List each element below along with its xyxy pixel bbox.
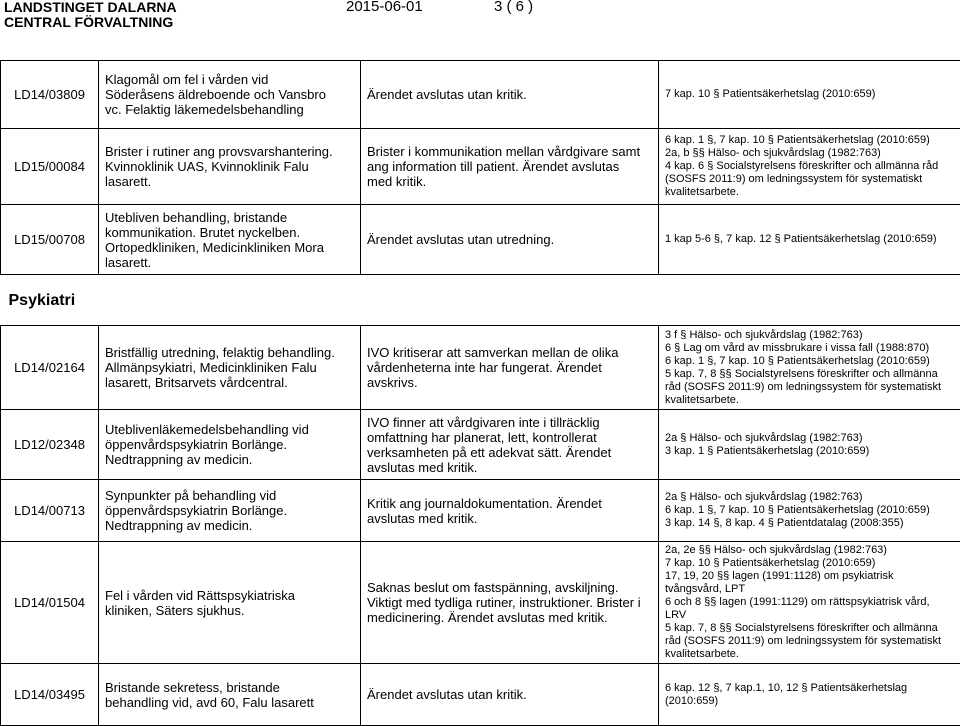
complaint-text [99,664,361,726]
complaint-text-line: vc. Felaktig läkemedelsbehandling [105,102,354,117]
law-reference-line: råd (SOSFS 2011:9) om ledningssystem för systematiskt [665,635,954,648]
decision-text-line: omfattning har planerat, lett, kontrollerat [367,430,652,445]
complaint-text-line: kliniken, Säters sjukhus. [105,603,354,618]
decision-text-line: vårdenheterna inte har fungerat. Ärendet [367,360,652,375]
law-reference-line: 6 och 8 §§ lagen (1991:1129) om rättspsykiatrisk vård, [665,596,954,609]
org-line-1: LANDSTINGET DALARNA [4,0,177,15]
table-row [1,61,960,129]
decision-text [361,326,659,410]
law-reference-line: 5 kap. 7, 8 §§ Socialstyrelsens föreskrifter och allmänna [665,622,954,635]
decision-text [361,664,659,726]
law-reference [659,326,960,410]
decision-text-line: Kritik ang journaldokumentation. Ärendet [367,496,652,511]
document-date: 2015-06-01 [346,0,423,15]
complaint-text [99,480,361,542]
complaint-text [99,205,361,275]
case-id: LD14/01504 [1,542,99,664]
law-reference-line: 6 kap. 1 §, 7 kap. 10 § Patientsäkerhetslag (2010:659) [665,504,954,517]
law-reference-line: 7 kap. 10 § Patientsäkerhetslag (2010:659) [665,557,954,570]
case-id: LD15/00708 [1,205,99,275]
case-id: LD14/03809 [1,61,99,129]
law-reference-line: 2a § Hälso- och sjukvårdslag (1982:763) [665,432,954,445]
law-reference [659,664,960,726]
decision-text [361,205,659,275]
decision-text-line: Brister i kommunikation mellan vårdgivare samt [367,144,652,159]
law-reference-line: 2a § Hälso- och sjukvårdslag (1982:763) [665,491,954,504]
section-row [1,275,960,326]
law-reference-line: 5 kap. 7, 8 §§ Socialstyrelsens föreskrifter och allmänna [665,368,954,381]
law-reference-line: 3 kap. 14 §, 8 kap. 4 § Patientdatalag (2008:355) [665,517,954,530]
complaint-text [99,542,361,664]
complaint-text-line: Fel i vården vid Rättspsykiatriska [105,588,354,603]
case-id: LD14/02164 [1,326,99,410]
complaint-text-line: öppenvårdspsykiatrin Borlänge. [105,437,354,452]
complaint-text-line: Kvinnoklinik UAS, Kvinnoklinik Falu [105,159,354,174]
complaint-text-line: Klagomål om fel i vården vid [105,72,354,87]
complaint-text-line: öppenvårdspsykiatrin Borlänge. [105,503,354,518]
organization-name [4,0,177,30]
section-title: Psykiatri [1,275,960,326]
law-reference-line: LRV [665,609,954,622]
decision-text-line: ang information till patient. Ärendet avslutas [367,159,652,174]
complaint-text-line: kommunikation. Brutet nyckelben. [105,225,354,240]
decision-text-line: Ärendet avslutas utan utredning. [367,232,652,247]
law-reference-line: kvalitetsarbete. [665,186,954,199]
case-id: LD14/00713 [1,480,99,542]
decision-text-line: avslutas med kritik. [367,511,652,526]
table-row [1,410,960,480]
law-reference-line: 3 f § Hälso- och sjukvårdslag (1982:763) [665,329,954,342]
law-reference [659,205,960,275]
law-reference-line: 1 kap 5-6 §, 7 kap. 12 § Patientsäkerhetslag (2010:659) [665,233,954,246]
table-row [1,205,960,275]
complaint-text-line: Uteblivenläkemedelsbehandling vid [105,422,354,437]
case-id: LD15/00084 [1,129,99,205]
decision-text-line: Ärendet avslutas utan kritik. [367,687,652,702]
complaint-text-line: Ortopedkliniken, Medicinkliniken Mora [105,240,354,255]
law-reference-line: 6 kap. 1 §, 7 kap. 10 § Patientsäkerhetslag (2010:659) [665,355,954,368]
law-reference-line: råd (SOSFS 2011:9) om ledningssystem för systematiskt [665,381,954,394]
case-id: LD12/02348 [1,410,99,480]
complaint-text-line: Utebliven behandling, bristande [105,210,354,225]
decision-text [361,61,659,129]
law-reference-line: 7 kap. 10 § Patientsäkerhetslag (2010:659) [665,88,954,101]
table-row [1,326,960,410]
case-table [0,60,960,726]
law-reference-line: 2a, 2e §§ Hälso- och sjukvårdslag (1982:763) [665,544,954,557]
decision-text-line: Ärendet avslutas utan kritik. [367,87,652,102]
law-reference-line: 6 kap. 1 §, 7 kap. 10 § Patientsäkerhetslag (2010:659) [665,134,954,147]
complaint-text-line: Nedtrappning av medicin. [105,452,354,467]
law-reference-line: (2010:659) [665,695,954,708]
decision-text-line: avskrivs. [367,375,652,390]
complaint-text [99,410,361,480]
law-reference-line: 6 kap. 12 §, 7 kap.1, 10, 12 § Patientsäkerhetslag [665,682,954,695]
table-row [1,129,960,205]
decision-text [361,410,659,480]
law-reference-line: 6 § Lag om vård av missbrukare i vissa fall (1988:870) [665,342,954,355]
decision-text-line: Viktigt med tydliga rutiner, instruktioner. Brister i [367,595,652,610]
complaint-text-line: Synpunkter på behandling vid [105,488,354,503]
complaint-text-line: lasarett. [105,174,354,189]
law-reference [659,61,960,129]
complaint-text [99,61,361,129]
decision-text-line: IVO finner att vårdgivaren inte i tillräcklig [367,415,652,430]
law-reference [659,480,960,542]
complaint-text [99,326,361,410]
decision-text-line: medicinering. Ärendet avslutas med kritik. [367,610,652,625]
law-reference-line: (SOSFS 2011:9) om ledningssystem för systematiskt [665,173,954,186]
law-reference-line: 17, 19, 20 §§ lagen (1991:1128) om psykiatrisk [665,570,954,583]
table-row [1,542,960,664]
complaint-text-line: behandling vid, avd 60, Falu lasarett [105,695,354,710]
table-row [1,480,960,542]
case-id: LD14/03495 [1,664,99,726]
law-reference-line: kvalitetsarbete. [665,648,954,661]
decision-text-line: IVO kritiserar att samverkan mellan de olika [367,345,652,360]
law-reference-line: kvalitetsarbete. [665,394,954,407]
decision-text [361,542,659,664]
decision-text-line: med kritik. [367,174,652,189]
law-reference [659,129,960,205]
complaint-text-line: Nedtrappning av medicin. [105,518,354,533]
page-number: 3 ( 6 ) [494,0,533,15]
law-reference-line: 2a, b §§ Hälso- och sjukvårdslag (1982:763) [665,147,954,160]
decision-text [361,129,659,205]
decision-text [361,480,659,542]
org-line-2: CENTRAL FÖRVALTNING [4,15,177,30]
complaint-text-line: lasarett, Britsarvets vårdcentral. [105,375,354,390]
complaint-text-line: Bristfällig utredning, felaktig behandling. [105,345,354,360]
law-reference-line: 3 kap. 1 § Patientsäkerhetslag (2010:659) [665,445,954,458]
table-row [1,664,960,726]
complaint-text-line: Allmänpsykiatri, Medicinkliniken Falu [105,360,354,375]
law-reference-line: 4 kap. 6 § Socialstyrelsens föreskrifter och allmänna råd [665,160,954,173]
decision-text-line: verksamheten på ett adekvat sätt. Ärendet [367,445,652,460]
law-reference-line: tvångsvård, LPT [665,583,954,596]
complaint-text [99,129,361,205]
complaint-text-line: Brister i rutiner ang provsvarshantering. [105,144,354,159]
decision-text-line: avslutas med kritik. [367,460,652,475]
decision-text-line: Saknas beslut om fastspänning, avskiljning. [367,580,652,595]
complaint-text-line: Söderåsens äldreboende och Vansbro [105,87,354,102]
complaint-text-line: lasarett. [105,255,354,270]
complaint-text-line: Bristande sekretess, bristande [105,680,354,695]
law-reference [659,542,960,664]
law-reference [659,410,960,480]
